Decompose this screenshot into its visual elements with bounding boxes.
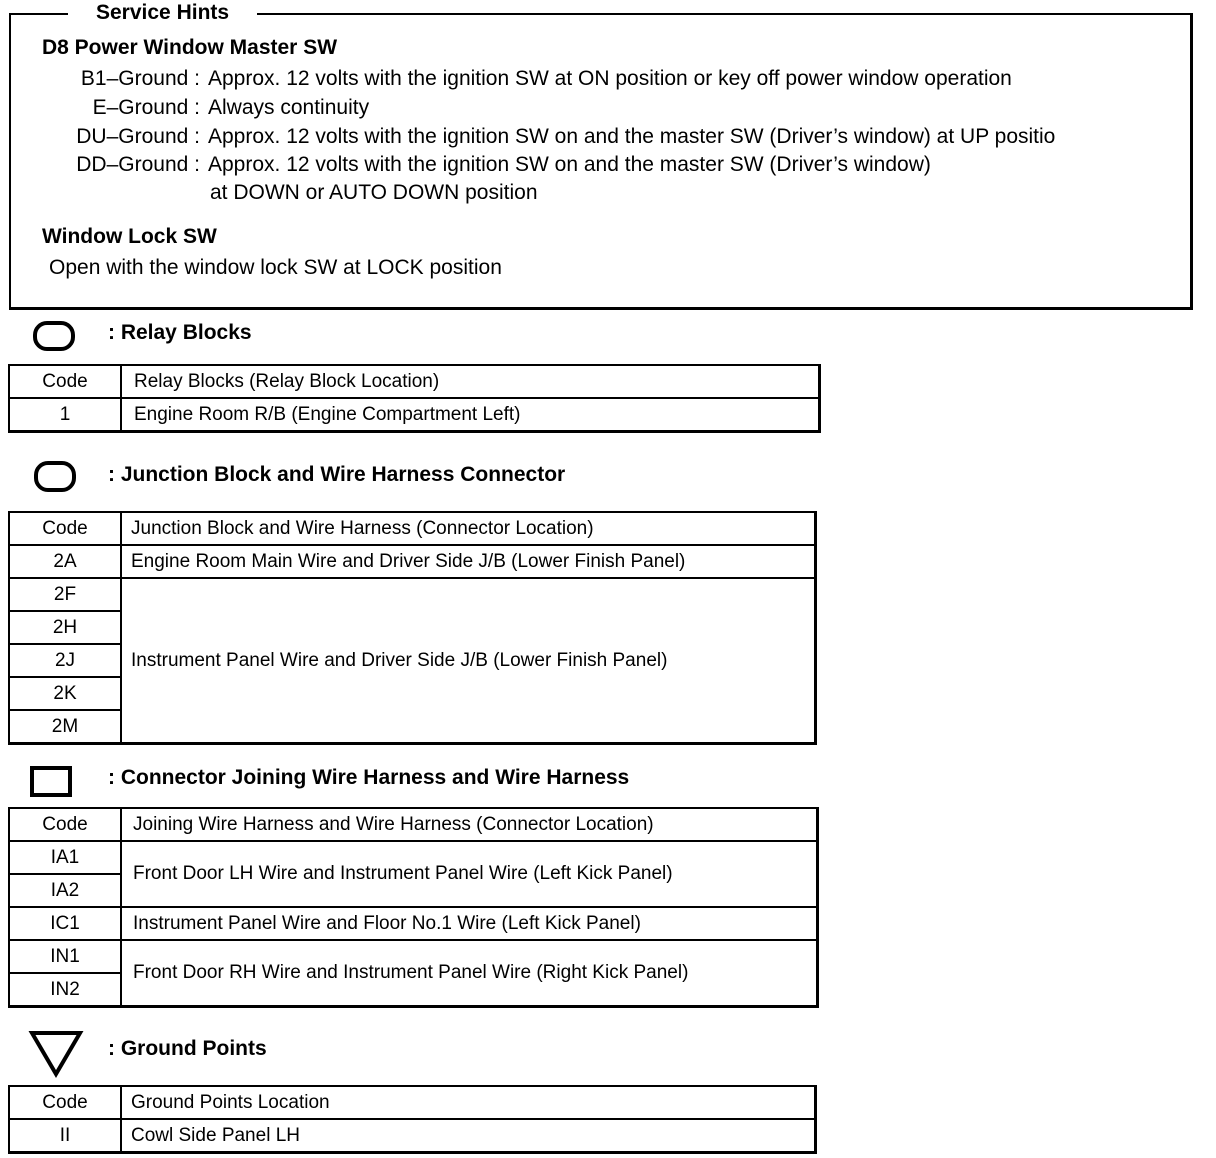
hint-label: E–Ground :: [92, 96, 200, 119]
hint-row: [0, 125, 1168, 151]
hint-value: Always continuity: [208, 96, 370, 119]
row-code: 2K: [9, 677, 121, 710]
row-desc: Engine Room Main Wire and Driver Side J/B (Lower Finish Panel): [121, 545, 816, 578]
header-desc: Relay Blocks (Relay Block Location): [121, 365, 820, 398]
row-code: 2M: [9, 710, 121, 744]
table-header-row: [9, 1086, 816, 1119]
connector-title: : Connector Joining Wire Harness and Wire Harness: [108, 766, 630, 789]
table-row: [9, 578, 816, 611]
hint-label: B1–Ground :: [80, 67, 200, 90]
table-row: [9, 940, 818, 973]
row-code: II: [9, 1119, 121, 1153]
header-desc: Ground Points Location: [121, 1086, 816, 1119]
hint-value: Approx. 12 volts with the ignition SW at ON position or key off power window operation: [208, 67, 1012, 90]
ground-points-table: [8, 1085, 817, 1154]
relay-blocks-table: [8, 364, 821, 433]
row-code: IC1: [9, 907, 121, 940]
hint-value: Approx. 12 volts with the ignition SW on and the master SW (Driver’s window): [208, 153, 931, 176]
service-hints-heading: Service Hints: [68, 0, 257, 26]
row-code: 1: [9, 398, 121, 432]
switch-title: D8 Power Window Master SW: [42, 36, 338, 59]
row-code: 2F: [9, 578, 121, 611]
table-row: [9, 1119, 816, 1153]
table-header-row: [9, 512, 816, 545]
row-code: 2A: [9, 545, 121, 578]
window-lock-title: Window Lock SW: [42, 225, 217, 248]
row-desc: Instrument Panel Wire and Floor No.1 Wire (Left Kick Panel): [121, 907, 818, 940]
header-code: Code: [9, 365, 121, 398]
table-row: [9, 907, 818, 940]
table-row: [9, 398, 820, 432]
table-header-row: [9, 808, 818, 841]
ground-points-title: : Ground Points: [108, 1037, 267, 1060]
header-code: Code: [9, 808, 121, 841]
row-code: 2H: [9, 611, 121, 644]
rounded-rect-icon: [33, 321, 75, 351]
junction-block-table: [8, 511, 817, 745]
table-row: [9, 545, 816, 578]
hint-label: DD–Ground :: [76, 153, 200, 176]
hint-label: DU–Ground :: [76, 125, 200, 148]
rounded-rect-icon: [34, 461, 76, 492]
relay-blocks-title: : Relay Blocks: [108, 321, 252, 344]
junction-block-title: : Junction Block and Wire Harness Connector: [108, 463, 566, 486]
row-code: IA2: [9, 874, 121, 907]
row-desc: Front Door RH Wire and Instrument Panel Wire (Right Kick Panel): [121, 940, 818, 1007]
header-desc: Joining Wire Harness and Wire Harness (Connector Location): [121, 808, 818, 841]
header-code: Code: [9, 1086, 121, 1119]
row-desc: Front Door LH Wire and Instrument Panel Wire (Left Kick Panel): [121, 841, 818, 907]
row-code: IN2: [9, 973, 121, 1007]
table-row: [9, 841, 818, 874]
row-desc: Instrument Panel Wire and Driver Side J/B (Lower Finish Panel): [121, 578, 816, 744]
row-desc: Engine Room R/B (Engine Compartment Left): [121, 398, 820, 432]
header-desc: Junction Block and Wire Harness (Connector Location): [121, 512, 816, 545]
triangle-down-icon: [28, 1029, 84, 1079]
connector-table: [8, 807, 819, 1008]
row-code: IN1: [9, 940, 121, 973]
hint-value: at DOWN or AUTO DOWN position: [210, 181, 538, 204]
row-code: 2J: [9, 644, 121, 677]
row-desc: Cowl Side Panel LH: [121, 1119, 816, 1153]
square-icon: [30, 766, 72, 797]
hint-value: Approx. 12 volts with the ignition SW on and the master SW (Driver’s window) at UP positio: [208, 125, 1056, 148]
row-code: IA1: [9, 841, 121, 874]
header-code: Code: [9, 512, 121, 545]
table-header-row: [9, 365, 820, 398]
window-lock-text: Open with the window lock SW at LOCK position: [49, 256, 502, 279]
